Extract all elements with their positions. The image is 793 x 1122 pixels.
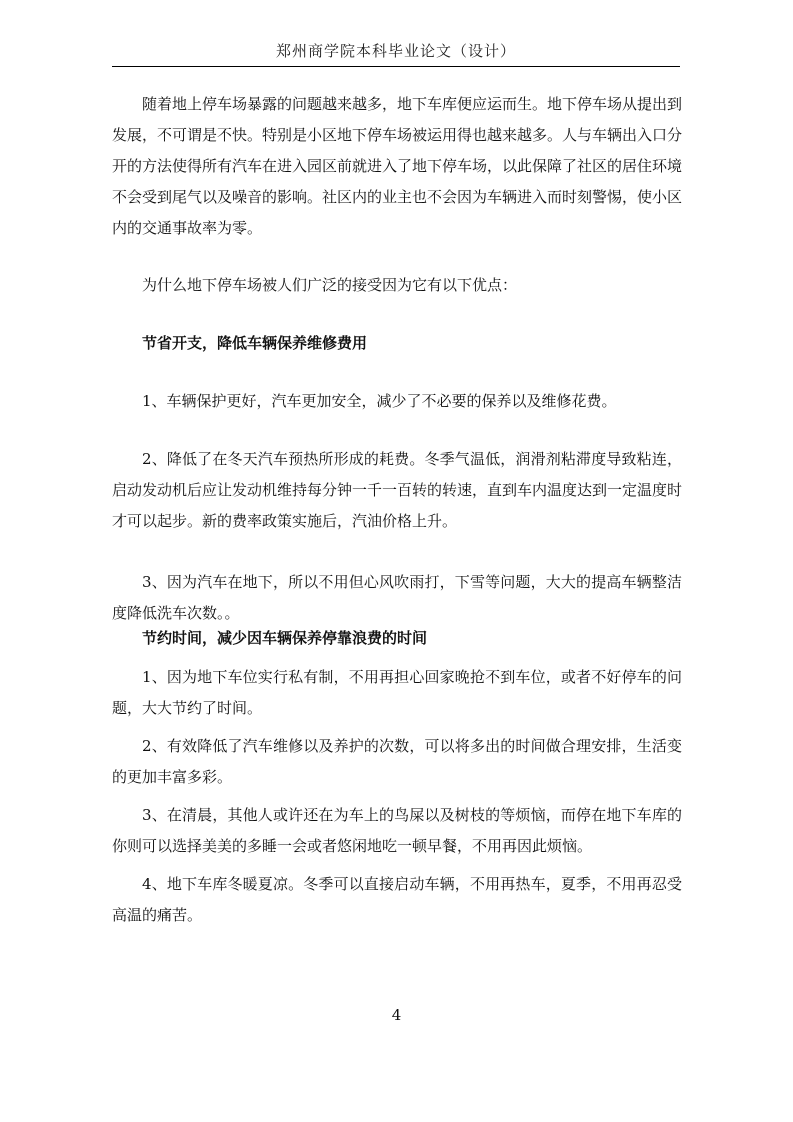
time-item-1: [112, 662, 682, 724]
section-heading: 节省开支，降低车辆保养维修费用: [142, 334, 368, 352]
list-item: 2、降低了在冬天汽车预热所形成的耗费。冬季气温低，润滑剂粘滞度导致粘连，启动发动机后应让发动机维持每分钟一千一百转的转速，直到车内温度达到一定温度时才可以起步。新的费率政策实施后，汽油价格上升。: [112, 450, 683, 530]
list-item: 3、在清晨，其他人或许还在为车上的鸟屎以及树枝的等烦恼，而停在地下车库的你则可以选择美美的多睡一会或者悠闲地吃一顿早餐，不用再因此烦恼。: [112, 806, 682, 855]
header-rule: [112, 66, 680, 67]
intro-question: [112, 270, 682, 301]
paragraph-text: 随着地上停车场暴露的问题越来越多，地下车库便应运而生。地下停车场从提出到发展，不可谓是不快。特别是小区地下停车场被运用得也越来越多。人与车辆出入口分开的方法使得所有汽车在进入园区前就进入了地下停车场，以此保障了社区的居住环境不会受到尾气以及噪音的影响。社区内的业主也不会因为车辆进入而时刻警惕，使小区内的交通事故率为零。: [112, 95, 683, 237]
section-heading-savings: [112, 328, 682, 359]
time-item-3: [112, 800, 682, 862]
list-item: 1、因为地下车位实行私有制，不用再担心回家晚抢不到车位，或者不好停车的问题，大大节约了时间。: [112, 668, 682, 717]
time-item-4: [112, 869, 682, 931]
intro-paragraph: [112, 89, 682, 244]
savings-item-2: [112, 444, 682, 537]
list-item: 3、因为汽车在地下，所以不用但心风吹雨打，下雪等问题，大大的提高车辆整洁度降低洗车次数。。: [112, 573, 682, 622]
savings-item-3: [112, 567, 682, 629]
list-item: 1、车辆保护更好，汽车更加安全，减少了不必要的保养以及维修花费。: [142, 392, 617, 410]
paragraph-text: 为什么地下停车场被人们广泛的接受因为它有以下优点：: [142, 276, 518, 294]
section-heading-time: [112, 623, 682, 654]
time-item-2: [112, 731, 682, 793]
list-item: 2、有效降低了汽车维修以及养护的次数，可以将多出的时间做合理安排，生活变的更加丰富多彩。: [112, 737, 682, 786]
section-heading: 节约时间，减少因车辆保养停靠浪费的时间: [142, 629, 428, 647]
savings-item-1: [112, 386, 682, 417]
page-header: 郑州商学院本科毕业论文（设计）: [275, 42, 516, 60]
list-item: 4、地下车库冬暖夏凉。冬季可以直接启动车辆，不用再热车，夏季，不用再忍受高温的痛苦。: [112, 875, 682, 924]
page-number: 4: [391, 1006, 402, 1024]
